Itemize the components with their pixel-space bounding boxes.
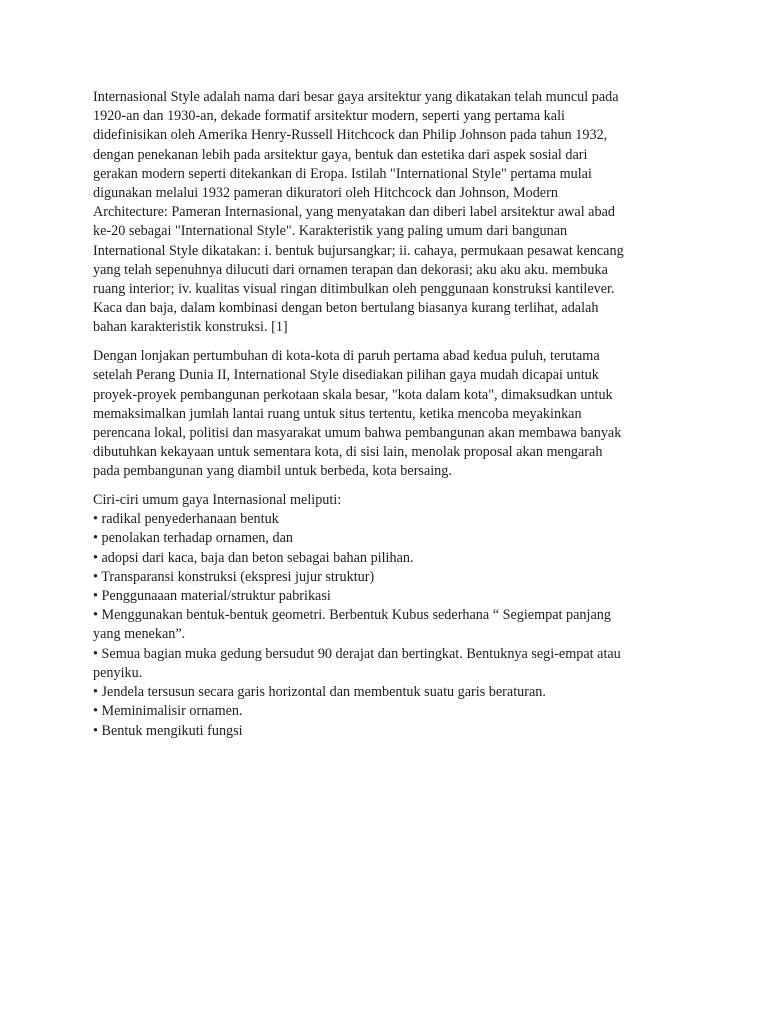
- text-line: dengan penekanan lebih pada arsitektur gaya, bentuk dan estetika dari aspek sosial dari: [93, 146, 588, 163]
- list-item: • Meminimalisir ornamen.: [93, 703, 243, 720]
- list-item: • Transparansi konstruksi (ekspresi jujur struktur): [93, 568, 375, 585]
- text-line: Internasional Style adalah nama dari besar gaya arsitektur yang dikatakan telah muncul pada: [93, 89, 619, 105]
- text-line: Architecture: Pameran Internasional, yang menyatakan dan diberi label arsitektur awal abad: [93, 204, 615, 221]
- text-line: didefinisikan oleh Amerika Henry-Russell Hitchcock dan Philip Johnson pada tahun 1932,: [93, 127, 608, 144]
- text-line: ruang interior; iv. kualitas visual ringan ditimbulkan oleh penggunaan konstruksi kantilever.: [93, 281, 615, 298]
- text-line: bahan karakteristik konstruksi. [1]: [93, 319, 288, 336]
- text-line: Kaca dan baja, dalam kombinasi dengan beton bertulang biasanya kurang terlihat, adalah: [93, 300, 599, 317]
- list-intro: Ciri-ciri umum gaya Internasional meliputi:: [93, 492, 342, 509]
- text-line: setelah Perang Dunia II, International Style disediakan pilihan gaya mudah dicapai untuk: [93, 367, 599, 384]
- text-line: memaksimalkan jumlah lantai ruang untuk situs tertentu, ketika mencoba meyakinkan: [93, 405, 582, 422]
- text-line: International Style dikatakan: i. bentuk bujursangkar; ii. cahaya, permukaan pesawat kencang: [93, 242, 624, 259]
- paragraph-international-style-definition: [93, 88, 683, 338]
- list-item: • Bentuk mengikuti fungsi: [93, 722, 243, 739]
- text-line: digunakan melalui 1932 pameran dikuratori oleh Hitchcock dan Johnson, Modern: [93, 185, 558, 202]
- list-item-continuation: yang menekan”.: [93, 626, 186, 643]
- list-item-continuation: penyiku.: [93, 664, 143, 681]
- text-line: Dengan lonjakan pertumbuhan di kota-kota di paruh pertama abad kedua puluh, terutama: [93, 348, 600, 365]
- characteristics-list: [93, 491, 683, 741]
- paragraph-post-war-growth: [93, 347, 683, 481]
- list-item: • Jendela tersusun secara garis horizontal dan membentuk suatu garis beraturan.: [93, 684, 546, 701]
- text-line: ke-20 sebagai "International Style". Karakteristik yang paling umum dari bangunan: [93, 223, 568, 240]
- text-line: gerakan modern seperti ditekankan di Eropa. Istilah "International Style" pertama mulai: [93, 165, 592, 182]
- list-item: • Menggunakan bentuk-bentuk geometri. Berbentuk Kubus sederhana “ Segiempat panjang: [93, 607, 611, 624]
- text-line: 1920-an dan 1930-an, dekade formatif arsitektur modern, seperti yang pertama kali: [93, 108, 565, 125]
- document-body: [93, 88, 683, 750]
- list-item: • adopsi dari kaca, baja dan beton sebagai bahan pilihan.: [93, 549, 414, 566]
- list-item: • Semua bagian muka gedung bersudut 90 derajat dan bertingkat. Bentuknya segi-empat atau: [93, 645, 621, 662]
- list-item: • radikal penyederhanaan bentuk: [93, 511, 279, 528]
- text-line: dibutuhkan kekayaan untuk sementara kota, di sisi lain, menolak proposal akan mengarah: [93, 444, 603, 461]
- text-line: yang telah sepenuhnya dilucuti dari ornamen terapan dan dekorasi; aku aku aku. membuka: [93, 261, 608, 278]
- list-item: • penolakan terhadap ornamen, dan: [93, 530, 293, 547]
- text-line: perencana lokal, politisi dan masyarakat umum bahwa pembangunan akan membawa banyak: [93, 424, 622, 441]
- list-item: • Penggunaaan material/struktur pabrikasi: [93, 588, 331, 605]
- text-line: pada pembangunan yang diambil untuk berbeda, kota bersaing.: [93, 463, 452, 480]
- text-line: proyek-proyek pembangunan perkotaan skala besar, "kota dalam kota", dimaksudkan untuk: [93, 386, 613, 403]
